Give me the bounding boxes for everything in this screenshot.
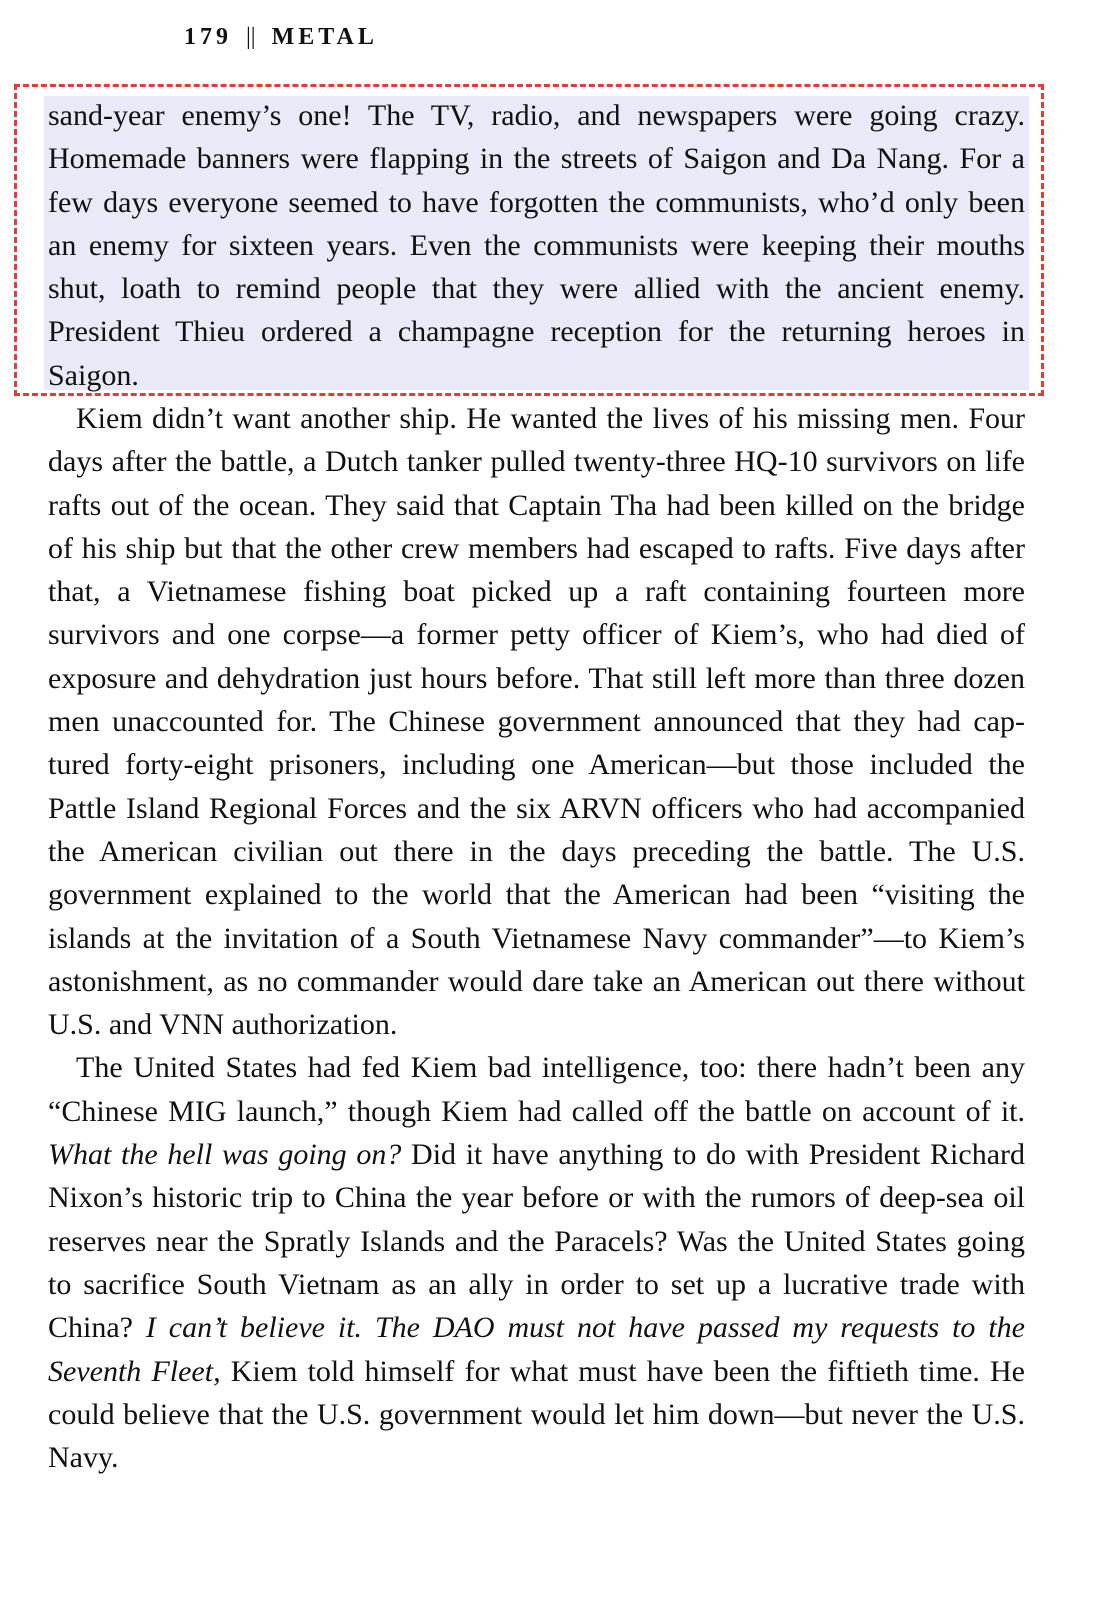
running-head: [184, 24, 378, 51]
chapter-title: METAL: [271, 24, 378, 50]
para2-middle: Did it have anything to do with President Richard Nixon’s historic trip to China the year before or with the rumors of deep-sea oil reserves near the Spratly Islands and the Paracels? Was the United States going to sacrifice South Vietnam as an ally in order to set up a lucrative trade with China?: [48, 1138, 1025, 1345]
paragraph-bad-intelligence: [48, 1046, 1025, 1479]
body-text: [48, 397, 1025, 1479]
para2-start: The United States had fed Kiem bad intelligence, too: there hadn’t been any “Chinese MIG launch,” though Kiem had called off the battle on account of it.: [48, 1051, 1025, 1128]
highlighted-paragraph: sand-year enemy’s one! The TV, radio, and newspapers were going crazy. Homemade banners were flapping in the streets of Saigon and Da Nang. For a few days everyone seemed to have forgotten the communists, who’d only been an enemy for sixteen years. Even the communists were keeping their mouths shut, loath to remind people that they were allied with the ancient enemy. President Thieu ordered a champagne reception for the returning heroes in Saigon.: [48, 99, 1025, 392]
para2-italic-thought: I can’t believe it. The DAO must not have passed my requests to the Seventh Fleet,: [48, 1311, 1025, 1388]
highlighted-passage: [48, 94, 1025, 397]
paragraph-kiem-missing-men: Kiem didn’t want another ship. He wanted the lives of his missing men. Four days after the battle, a Dutch tanker pulled twenty-three HQ-10 survivors on life rafts out of the ocean. They said that Captain Tha had been killed on the bridge of his ship but that the other crew members had escaped to rafts. Five days after that, a Vietnamese fishing boat picked up a raft containing fourteen more survivors and one corpse—a former petty officer of Kiem’s, who had died of exposure and dehydration just hours before. That still left more than three dozen men unaccounted for. The Chinese government announced that they had captured forty-eight prisoners, including one American—but those included the Pattle Island Regional Forces and the six ARVN officers who had accompanied the American civilian out there in the days preceding the battle. The U.S. government explained to the world that the American had been “visiting the islands at the invitation of a South Vietnamese Navy commander”—to Kiem’s astonishment, as no commander would dare take an American out there without U.S. and VNN authorization.: [48, 402, 1025, 1042]
header-separator: ||: [246, 24, 256, 50]
page-number: 179: [184, 24, 232, 50]
para2-italic-question: What the hell was going on?: [48, 1138, 402, 1172]
para2-end: Kiem told himself for what must have been the fiftieth time. He could believe that the U.S. government would let him down—but never the U.S. Navy.: [48, 1354, 1025, 1475]
